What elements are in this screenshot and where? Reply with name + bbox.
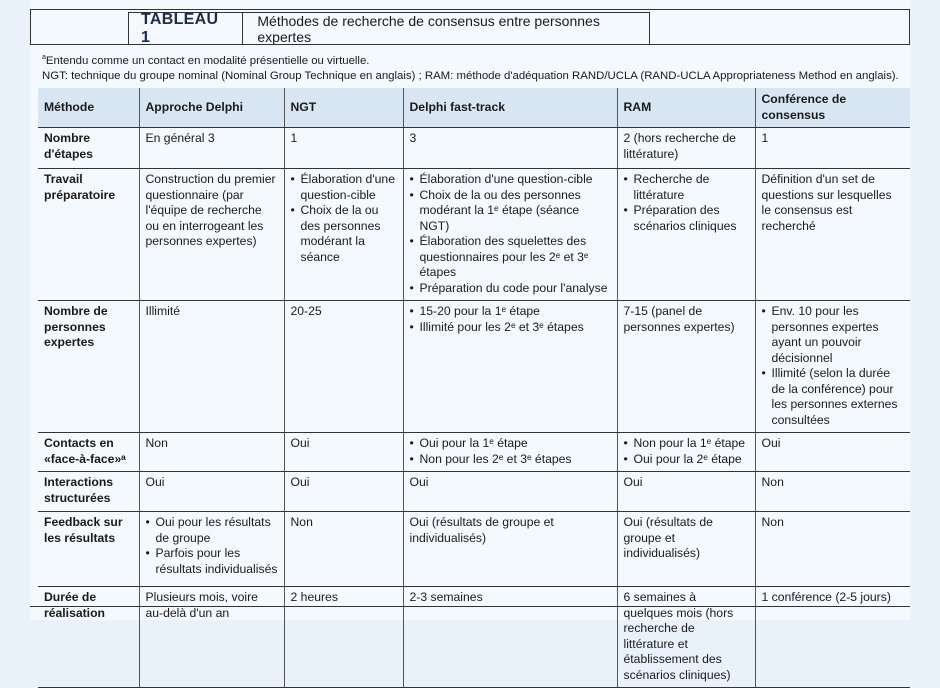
table-row (38, 169, 910, 301)
table-cell: Non (755, 512, 910, 587)
table-cell: Oui (617, 472, 755, 512)
bullet-list (762, 304, 905, 428)
bullet-list (624, 436, 749, 467)
table-cell (617, 433, 755, 472)
row-label: Feedback sur les résultats (38, 512, 139, 587)
bullet-list (624, 172, 749, 234)
bullet-list (410, 172, 611, 296)
list-item: • Préparation des scénarios cliniques (624, 203, 749, 234)
table-cell (755, 301, 910, 433)
bullet-list (410, 304, 611, 335)
row-label: Durée de réalisation (38, 587, 139, 688)
table-row (38, 301, 910, 433)
row-label: Interactions structurées (38, 472, 139, 512)
column-header: Delphi fast-track (403, 88, 617, 128)
list-item: • Recherche de littérature (624, 172, 749, 203)
table-cell: Non (284, 512, 403, 587)
table-cell (403, 169, 617, 301)
footnotes (42, 50, 912, 84)
left-frame-rule (30, 9, 31, 45)
list-item: • Illimité (selon la durée de la conférence) pour les personnes externes consultées (762, 366, 905, 428)
table-cell (284, 169, 403, 301)
list-item: • Préparation du code pour l'analyse (410, 281, 611, 297)
table-cell: Définition d'un set de questions sur lesquelles le consensus est recherché (755, 169, 910, 301)
row-label: Travail préparatoire (38, 169, 139, 301)
table-cell: Oui (755, 433, 910, 472)
table-cell: 1 conférence (2-5 jours) (755, 587, 910, 688)
list-item: • Oui pour la 2ᵉ étape (624, 452, 749, 468)
row-label: Nombre d'étapes (38, 128, 139, 169)
bullet-list (146, 515, 278, 577)
list-item: • Choix de la ou des personnes modérant la séance (291, 203, 397, 265)
list-item: • Illimité pour les 2ᵉ et 3ᵉ étapes (410, 320, 611, 336)
bullet-list (410, 436, 611, 467)
column-header: NGT (284, 88, 403, 128)
title-rule (30, 44, 910, 45)
top-rule (30, 9, 910, 10)
table-cell: 20-25 (284, 301, 403, 433)
list-item: • Env. 10 pour les personnes expertes ayant un pouvoir décisionnel (762, 304, 905, 366)
bottom-rule (30, 606, 910, 607)
table-cell: Oui (403, 472, 617, 512)
table-cell: Oui (284, 433, 403, 472)
table-cell (139, 512, 284, 587)
document-page (30, 0, 910, 682)
table-cell: Oui (139, 472, 284, 512)
table-cell: Oui (résultats de groupe et individualisés) (403, 512, 617, 587)
table-cell: 6 semaines à quelques mois (hors recherche de littérature et établissement des scénarios cliniques) (617, 587, 755, 688)
table-row (38, 128, 910, 169)
table-cell (403, 301, 617, 433)
methods-table (38, 88, 910, 688)
table-header-row (38, 88, 910, 128)
table-cell: 2 heures (284, 587, 403, 688)
table-cell: Non (139, 433, 284, 472)
table-cell: En général 3 (139, 128, 284, 169)
table-cell: 2-3 semaines (403, 587, 617, 688)
footnote-abbreviations: NGT: technique du groupe nominal (Nominal Group Technique en anglais) ; RAM: méthode d'adéquation RAND/UCLA (RAND-UCLA Appropriateness Method en anglais). (42, 69, 899, 82)
column-header-method: Méthode (38, 88, 139, 128)
table-cell: 3 (403, 128, 617, 169)
table-title (128, 12, 650, 45)
table-row (38, 433, 910, 472)
table-cell: 1 (284, 128, 403, 169)
list-item: • Élaboration d'une question-cible (291, 172, 397, 203)
table-cell: Non (755, 472, 910, 512)
table-caption: Méthodes de recherche de consensus entre personnes expertes (257, 13, 600, 45)
table-row (38, 512, 910, 587)
column-header: Approche Delphi (139, 88, 284, 128)
table-cell (403, 433, 617, 472)
table-row (38, 472, 910, 512)
table-cell: Plusieurs mois, voire au-delà d'un an (139, 587, 284, 688)
list-item: • Non pour la 1ᵉ étape (624, 436, 749, 452)
list-item: • 15-20 pour la 1ᵉ étape (410, 304, 611, 320)
list-item: • Oui pour la 1ᵉ étape (410, 436, 611, 452)
row-label: Contacts en «face-à-face»ᵃ (38, 433, 139, 472)
table-cell: Illimité (139, 301, 284, 433)
column-header: Conférence de consensus (755, 88, 910, 128)
table-cell: Oui (résultats de groupe et individualisés) (617, 512, 755, 587)
table-cell (617, 169, 755, 301)
list-item: • Élaboration d'une question-cible (410, 172, 611, 188)
list-item: • Parfois pour les résultats individualisés (146, 546, 278, 577)
list-item: • Non pour les 2ᵉ et 3ᵉ étapes (410, 452, 611, 468)
table-cell: 1 (755, 128, 910, 169)
list-item: • Oui pour les résultats de groupe (146, 515, 278, 546)
table-number: TABLEAU 1 (129, 13, 243, 45)
list-item: • Choix de la ou des personnes modérant la 1ᵉ étape (séance NGT) (410, 188, 611, 235)
table-cell: Construction du premier questionnaire (par l'équipe de recherche ou en interrogeant les personnes expertes) (139, 169, 284, 301)
bullet-list (291, 172, 397, 265)
list-item: • Élaboration des squelettes des questionnaires pour les 2ᵉ et 3ᵉ étapes (410, 234, 611, 281)
right-frame-rule (909, 9, 910, 45)
table-cell: Oui (284, 472, 403, 512)
table-cell: 2 (hors recherche de littérature) (617, 128, 755, 169)
footnote-a: $^a$Entendu comme un contact en modalité présentielle ou virtuelle. (42, 54, 370, 67)
table-row (38, 587, 910, 688)
column-header: RAM (617, 88, 755, 128)
table-cell: 7-15 (panel de personnes expertes) (617, 301, 755, 433)
row-label: Nombre de personnes expertes (38, 301, 139, 433)
